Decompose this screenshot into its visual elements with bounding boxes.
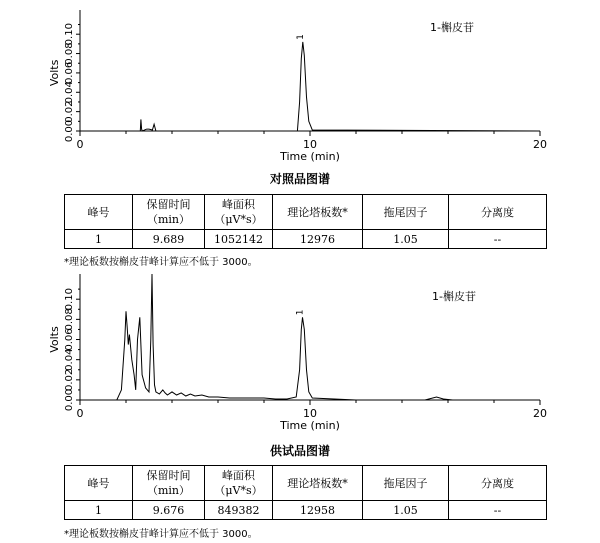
peak-label: 1 — [295, 309, 306, 316]
y-tick-label: 0.08 — [64, 42, 75, 65]
series-line-reference — [80, 42, 540, 131]
header-theoretical-plates: 理论塔板数* — [273, 195, 363, 230]
y-tick-label: 0.00 — [64, 388, 75, 412]
y-tick-label: 0.06 — [64, 61, 75, 85]
y-axis-label: Volts — [48, 59, 61, 87]
peak-label: 1 — [295, 34, 306, 40]
reference-chromatogram — [0, 0, 600, 172]
cell-peak-no: 1 — [65, 230, 133, 249]
compound-annotation: 1-槲皮苷 — [432, 290, 476, 303]
header-peak-area: 峰面积 （μV*s） — [205, 195, 273, 230]
x-tick-label: 10 — [303, 138, 317, 151]
x-tick-label: 0 — [76, 138, 84, 151]
cell-theoretical-plates: 12958 — [273, 501, 363, 520]
header-resolution: 分离度 — [449, 195, 547, 230]
cell-tailing-factor: 1.05 — [363, 501, 449, 520]
cell-tailing-factor: 1.05 — [363, 230, 449, 249]
header-retention-time: 保留时间 （min） — [133, 466, 205, 501]
cell-resolution: -- — [449, 230, 547, 249]
compound-annotation: 1-槲皮苷 — [430, 21, 474, 34]
cell-retention-time: 9.689 — [133, 230, 205, 249]
header-resolution: 分离度 — [449, 466, 547, 501]
y-tick-label: 0.10 — [64, 288, 75, 311]
y-tick-label: 0.06 — [64, 328, 75, 351]
header-retention-time: 保留时间 （min） — [133, 195, 205, 230]
header-peak-no: 峰号 — [65, 195, 133, 230]
y-tick-label: 0.10 — [64, 23, 75, 46]
x-tick-label: 0 — [76, 407, 84, 420]
x-axis-label: Time (min) — [280, 150, 340, 163]
table-row — [65, 230, 547, 249]
y-tick-label: 0.02 — [64, 368, 75, 391]
reference-chart-title: 对照品图谱 — [269, 172, 330, 186]
x-tick-label: 20 — [533, 407, 547, 420]
cell-peak-area: 849382 — [205, 501, 273, 520]
cell-retention-time: 9.676 — [133, 501, 205, 520]
table-row — [65, 501, 547, 520]
cell-peak-area: 1052142 — [205, 230, 273, 249]
reference-result-table — [64, 194, 547, 249]
sample-result-table — [64, 465, 547, 520]
header-peak-area: 峰面积 （μV*s） — [205, 466, 273, 501]
cell-resolution: -- — [449, 501, 547, 520]
table-header-row — [65, 195, 547, 230]
table-header-row — [65, 466, 547, 501]
y-axis-label: Volts — [48, 326, 61, 353]
header-tailing-factor: 拖尾因子 — [363, 466, 449, 501]
y-tick-label: 0.04 — [64, 81, 75, 104]
x-tick-label: 10 — [303, 407, 317, 420]
sample-chart-title: 供试品图谱 — [269, 444, 330, 458]
header-tailing-factor: 拖尾因子 — [363, 195, 449, 230]
y-tick-label: 0.04 — [64, 348, 75, 371]
y-tick-label: 0.00 — [64, 119, 75, 143]
y-tick-label: 0.08 — [64, 308, 75, 331]
header-peak-no: 峰号 — [65, 466, 133, 501]
header-theoretical-plates: 理论塔板数* — [273, 466, 363, 501]
x-axis-label: Time (min) — [280, 419, 340, 432]
reference-footnote: *理论板数按槲皮苷峰计算应不低于 3000。 — [64, 257, 258, 268]
sample-chromatogram — [0, 268, 600, 444]
y-tick-label: 0.02 — [64, 100, 75, 123]
x-tick-label: 20 — [533, 138, 547, 151]
cell-peak-no: 1 — [65, 501, 133, 520]
sample-footnote: *理论板数按槲皮苷峰计算应不低于 3000。 — [64, 529, 258, 540]
cell-theoretical-plates: 12976 — [273, 230, 363, 249]
